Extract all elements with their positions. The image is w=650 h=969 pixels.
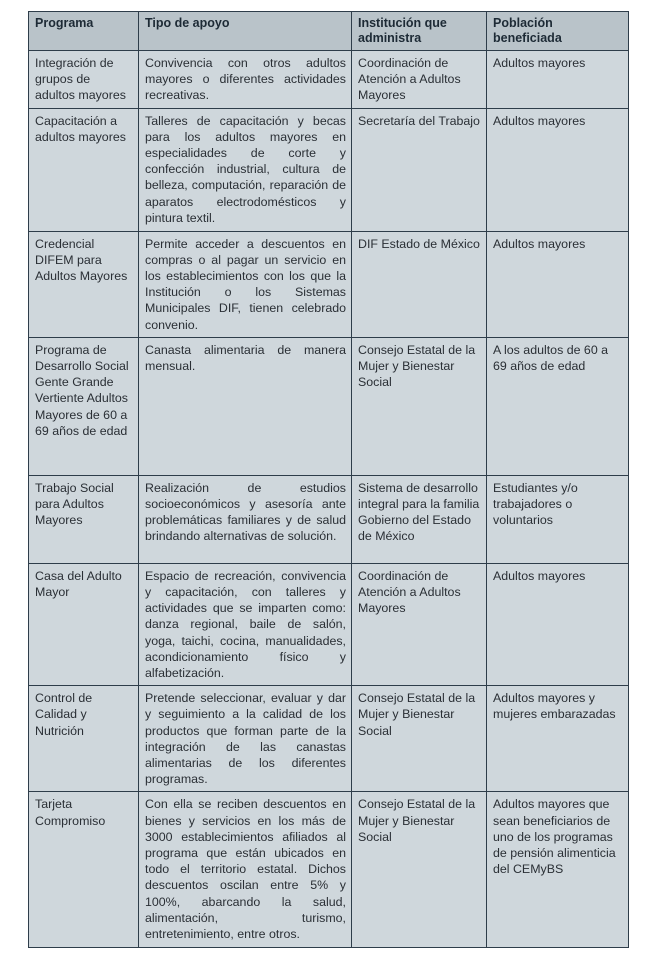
cell-institucion: Secretaría del Trabajo xyxy=(352,108,487,231)
table-row xyxy=(29,686,629,792)
cell-programa: Programa de Desarrollo Social Gente Grande Vertiente Adultos Mayores de 60 a 69 años de edad xyxy=(29,337,139,475)
table-row xyxy=(29,792,629,948)
cell-tipo-apoyo: Canasta alimentaria de manera mensual. xyxy=(139,337,352,475)
cell-poblacion: Adultos mayores xyxy=(487,231,629,337)
cell-tipo-apoyo: Realización de estudios socioeconómicos y asesoría ante problemáticas familiares y de salud brindando alternativas de solución. xyxy=(139,475,352,563)
programs-table xyxy=(28,11,629,948)
cell-poblacion: Adultos mayores xyxy=(487,563,629,685)
table-row xyxy=(29,231,629,337)
cell-institucion: DIF Estado de México xyxy=(352,231,487,337)
header-institucion: Institución que administra xyxy=(352,12,487,51)
cell-institucion: Sistema de desarrollo integral para la familia Gobierno del Estado de México xyxy=(352,475,487,563)
header-row xyxy=(29,12,629,51)
cell-poblacion: Adultos mayores xyxy=(487,51,629,109)
cell-poblacion: A los adultos de 60 a 69 años de edad xyxy=(487,337,629,475)
cell-poblacion: Adultos mayores y mujeres embarazadas xyxy=(487,686,629,792)
cell-programa: Integración de grupos de adultos mayores xyxy=(29,51,139,109)
cell-programa: Casa del Adulto Mayor xyxy=(29,563,139,685)
table-row xyxy=(29,51,629,109)
cell-programa: Control de Calidad y Nutrición xyxy=(29,686,139,792)
cell-programa: Trabajo Social para Adultos Mayores xyxy=(29,475,139,563)
header-tipo-apoyo: Tipo de apoyo xyxy=(139,12,352,51)
cell-programa: Credencial DIFEM para Adultos Mayores xyxy=(29,231,139,337)
cell-tipo-apoyo: Pretende seleccionar, evaluar y dar y seguimiento a la calidad de los productos que forman parte de la integración de las canastas alimentarias de los diferentes programas. xyxy=(139,686,352,792)
header-programa: Programa xyxy=(29,12,139,51)
cell-poblacion: Adultos mayores xyxy=(487,108,629,231)
cell-poblacion: Estudiantes y/o trabajadores o voluntarios xyxy=(487,475,629,563)
table-row xyxy=(29,475,629,563)
cell-institucion: Consejo Estatal de la Mujer y Bienestar Social xyxy=(352,686,487,792)
table-row xyxy=(29,337,629,475)
cell-tipo-apoyo: Con ella se reciben descuentos en bienes y servicios en los más de 3000 establecimientos afiliados al programa que están ubicados en todo el territorio estatal. Dichos descuentos oscilan entre 5% y 100%, abarcando la salud, alimentación, turismo, entretenimiento, entre otros. xyxy=(139,792,352,948)
cell-poblacion: Adultos mayores que sean beneficiarios de uno de los programas de pensión alimenticia del CEMyBS xyxy=(487,792,629,948)
cell-programa: Capacitación a adultos mayores xyxy=(29,108,139,231)
cell-tipo-apoyo: Permite acceder a descuentos en compras o al pagar un servicio en los establecimientos con los que la Institución o los Sistemas Municipales DIF, tienen celebrado convenio. xyxy=(139,231,352,337)
cell-institucion: Coordinación de Atención a Adultos Mayores xyxy=(352,51,487,109)
cell-institucion: Consejo Estatal de la Mujer y Bienestar Social xyxy=(352,337,487,475)
table-row xyxy=(29,563,629,685)
cell-tipo-apoyo: Convivencia con otros adultos mayores o diferentes actividades recreativas. xyxy=(139,51,352,109)
cell-institucion: Consejo Estatal de la Mujer y Bienestar Social xyxy=(352,792,487,948)
table-row xyxy=(29,108,629,231)
cell-tipo-apoyo: Espacio de recreación, convivencia y capacitación, con talleres y actividades que se imparten como: danza regional, baile de salón, yoga, taichi, cocina, manualidades, acondicionamiento físico y alfabetización. xyxy=(139,563,352,685)
cell-institucion: Coordinación de Atención a Adultos Mayores xyxy=(352,563,487,685)
header-poblacion: Población beneficiada xyxy=(487,12,629,51)
cell-tipo-apoyo: Talleres de capacitación y becas para los adultos mayores en especialidades de corte y confección industrial, cultura de belleza, computación, reparación de aparatos electrodomésticos y pintura textil. xyxy=(139,108,352,231)
cell-programa: Tarjeta Compromiso xyxy=(29,792,139,948)
